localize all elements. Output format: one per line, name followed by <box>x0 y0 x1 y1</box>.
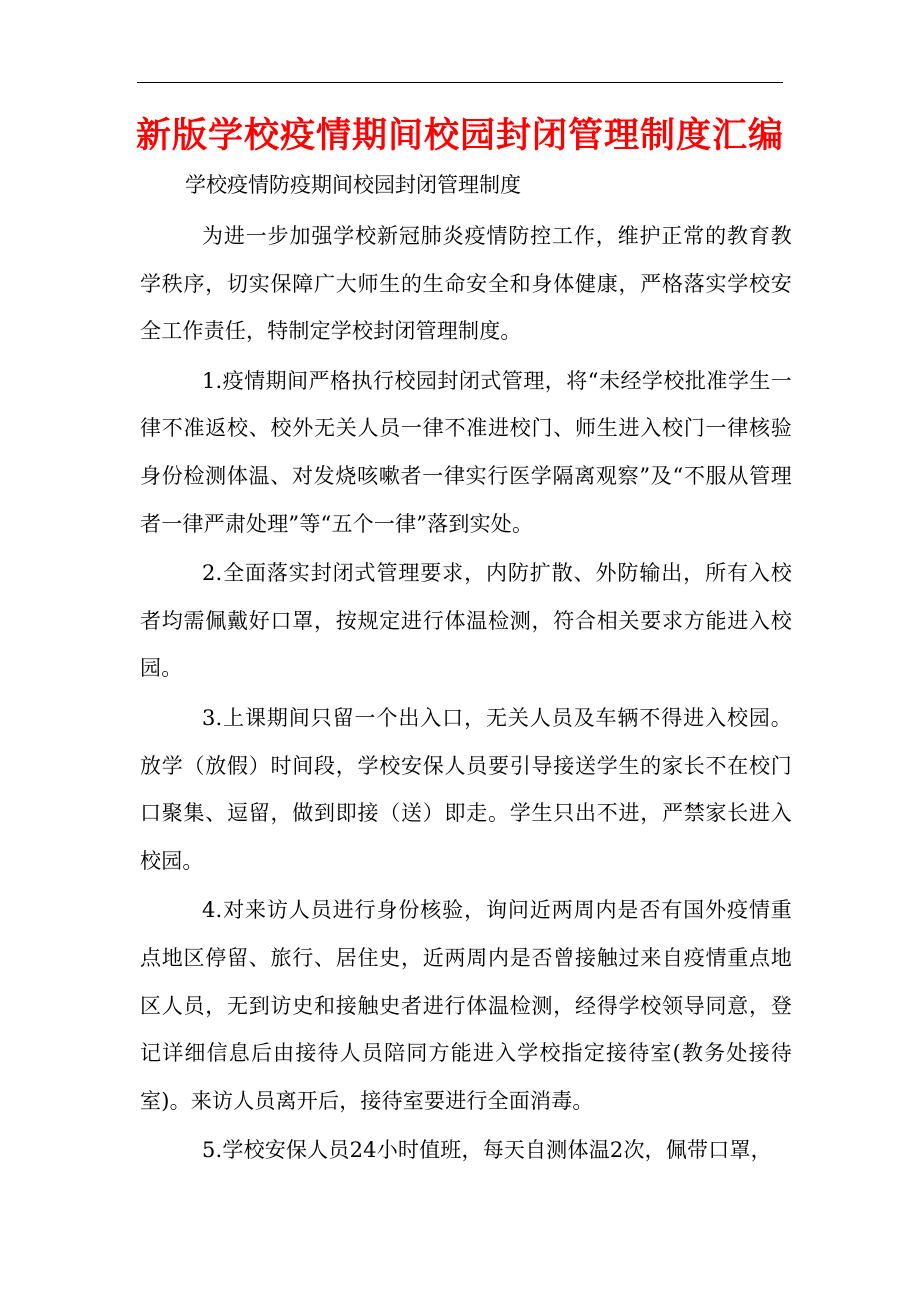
header-rule <box>137 82 783 83</box>
document-body <box>140 213 792 1177</box>
paragraph-item-4: 4.对来访人员进行身份核验，询问近两周内是否有国外疫情重点地区停留、旅行、居住史，近两周内是否曾接触过来自疫情重点地区人员，无到访史和接触史者进行体温检测，经得学校领导同意，登记详细信息后由接待人员陪同方能进入学校指定接待室(教务处接待室)。来访人员离开后，接待室要进行全面消毒。 <box>140 898 792 1113</box>
document-title: 新版学校疫情期间校园封闭管理制度汇编 <box>135 115 784 156</box>
paragraph-item-5: 5.学校安保人员24小时值班，每天自测体温2次，佩带口罩， <box>201 1138 772 1163</box>
document-subtitle: 学校疫情防疫期间校园封闭管理制度 <box>185 173 521 197</box>
paragraph-intro: 为进一步加强学校新冠肺炎疫情防控工作，维护正常的教育教学秩序，切实保障广大师生的生命安全和身体健康，严格落实学校安全工作责任，特制定学校封闭管理制度。 <box>140 224 792 344</box>
paragraph-item-3: 3.上课期间只留一个出入口，无关人员及车辆不得进入校园。放学（放假）时间段，学校安保人员要引导接送学生的家长不在校门口聚集、逗留，做到即接（送）即走。学生只出不进，严禁家长进入校园。 <box>140 705 792 873</box>
paragraph-item-1: 1.疫情期间严格执行校园封闭式管理，将“未经学校批准学生一律不准返校、校外无关人员一律不准进校门、师生进入校门一律核验身份检测体温、对发烧咳嗽者一律实行医学隔离观察”及“不服从管理者一律严肃处理”等“五个一律”落到实处。 <box>140 368 792 536</box>
paragraph-item-2: 2.全面落实封闭式管理要求，内防扩散、外防输出，所有入校者均需佩戴好口罩，按规定进行体温检测，符合相关要求方能进入校园。 <box>140 561 792 681</box>
